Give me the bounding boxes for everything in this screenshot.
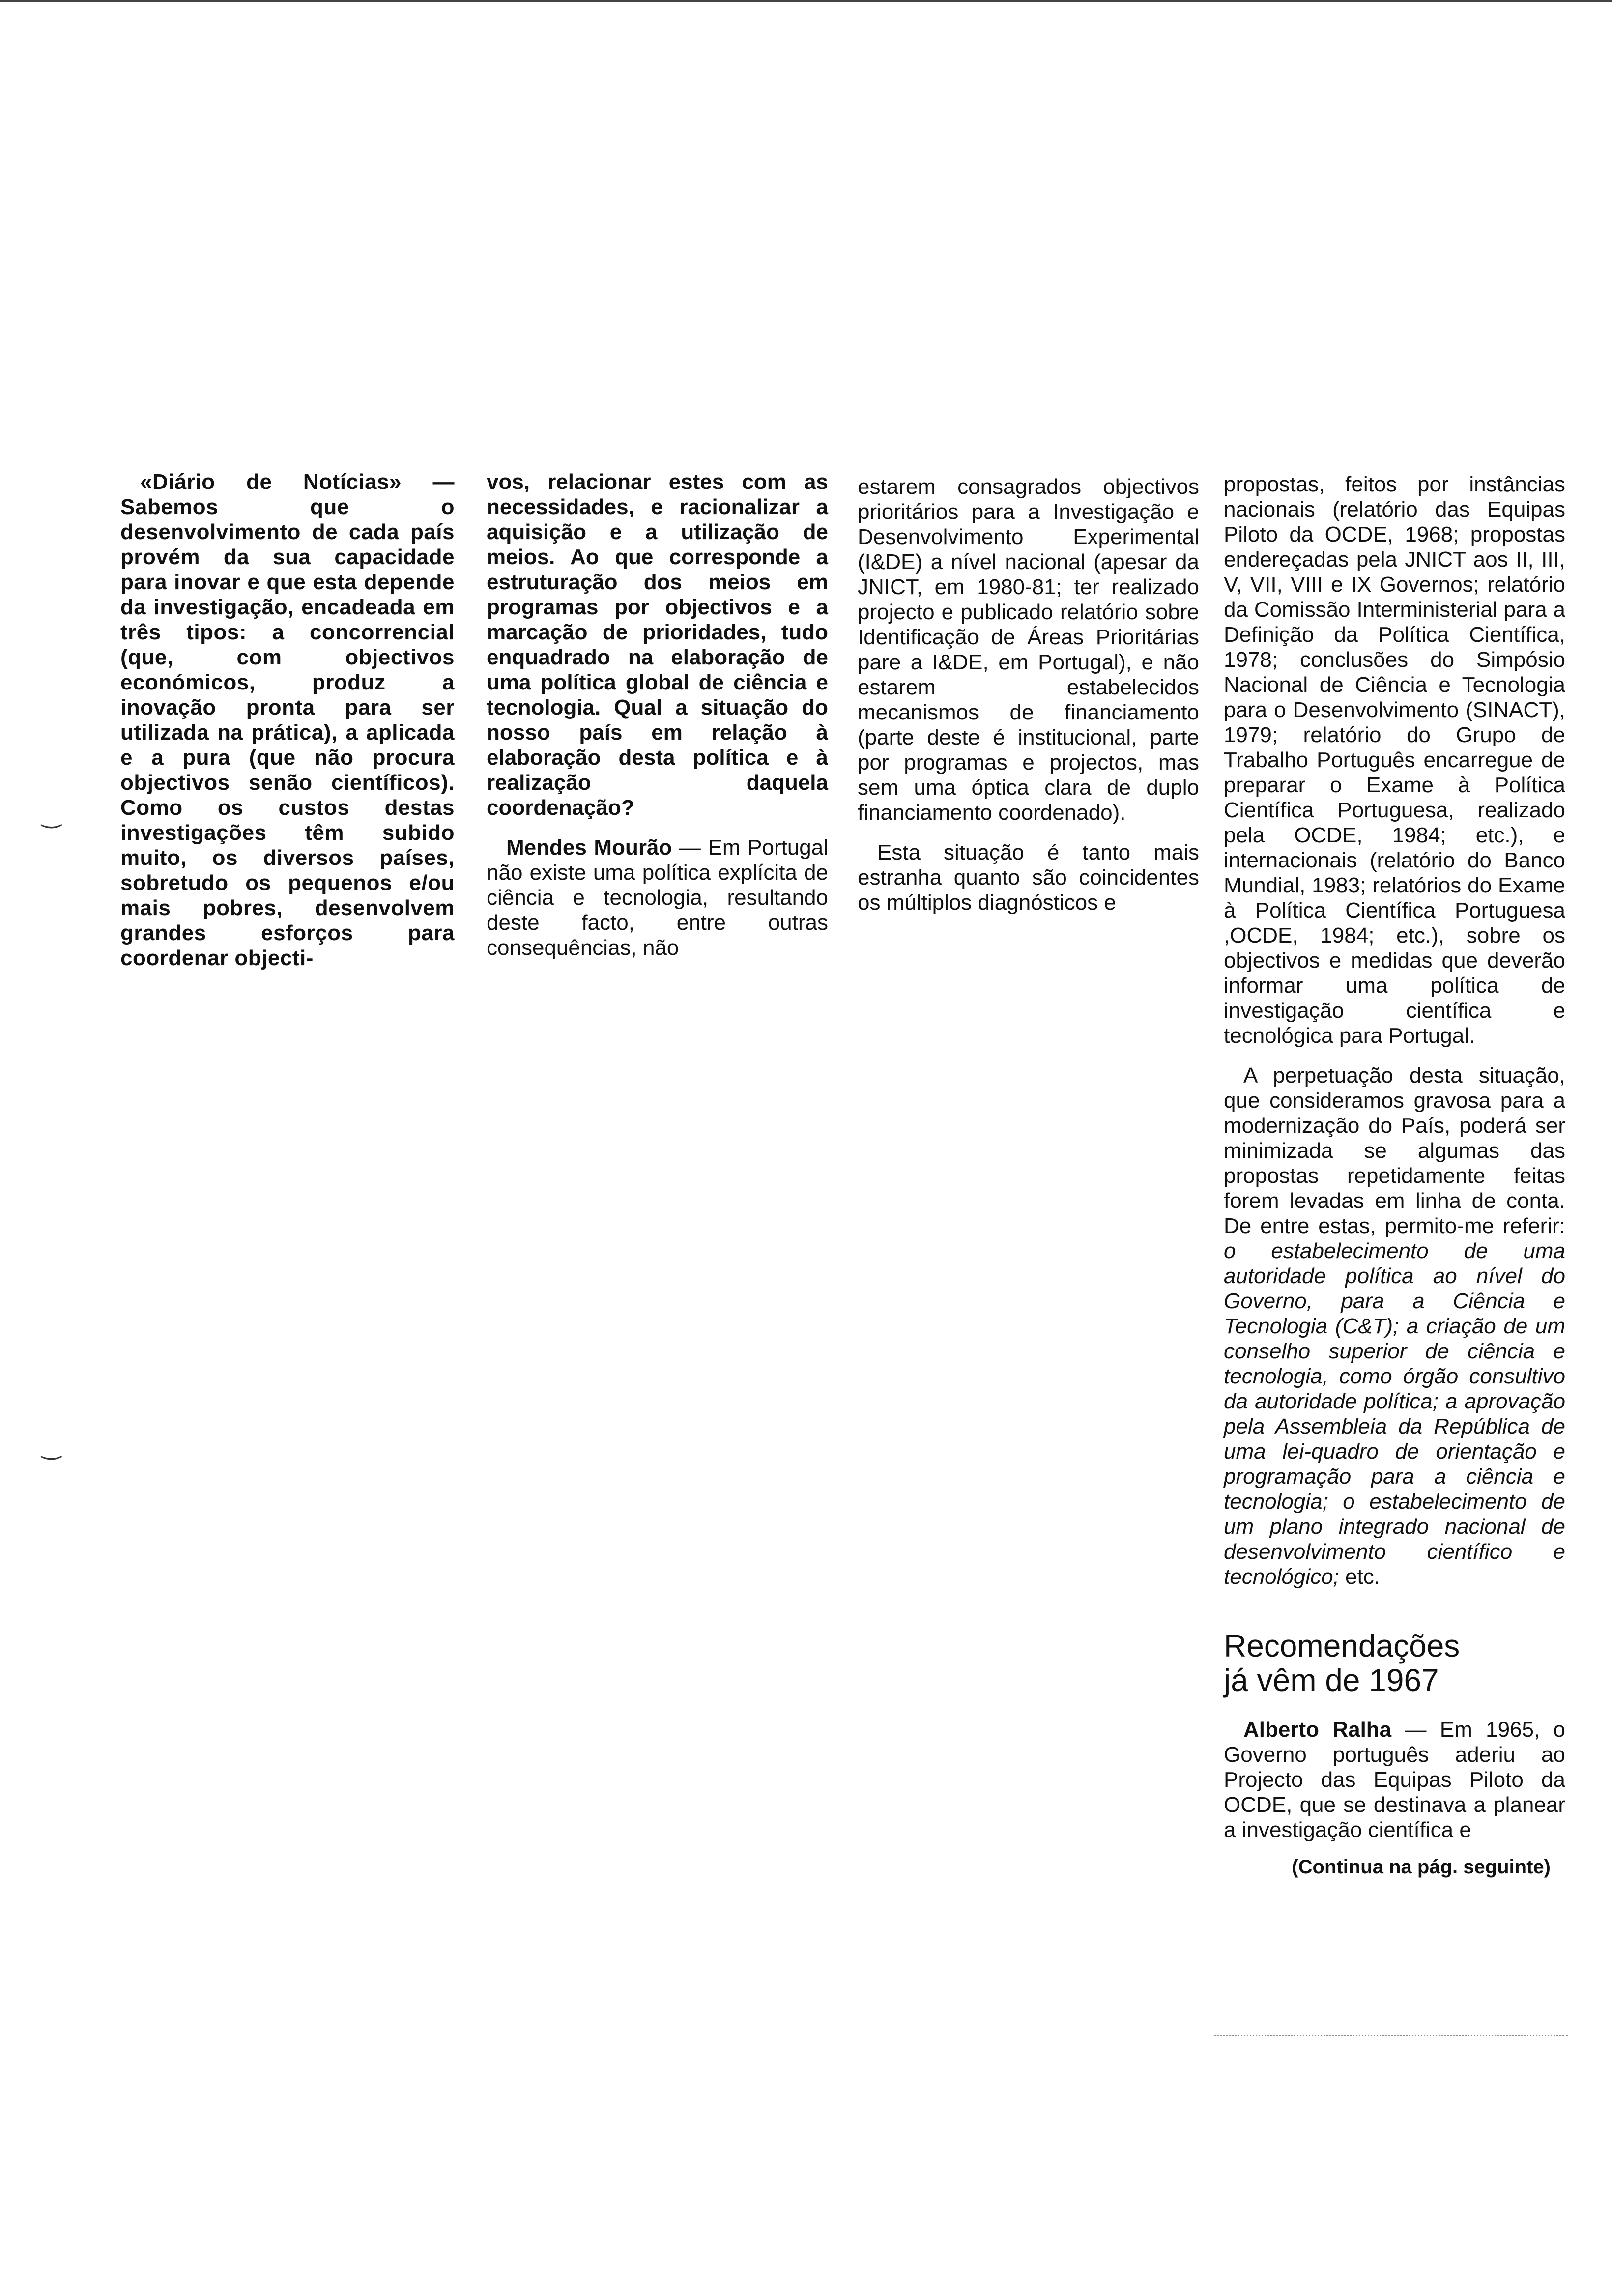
paragraph: Esta situação é tanto mais estranha quanto são coincidentes os múltiplos diagnósticos e bbox=[858, 840, 1199, 915]
column-3 bbox=[858, 474, 1199, 915]
scan-mark: ‿ bbox=[42, 802, 61, 828]
subheading-line: Recomendações bbox=[1224, 1628, 1460, 1664]
column-1 bbox=[120, 469, 455, 971]
answer-text: — Em Portugal não existe uma política explícita de ciência e tecnologia, resultando deste facto, entre outras consequências, não bbox=[487, 835, 829, 960]
question-continuation: vos, relacionar estes com as necessidades, e racionalizar a aquisição e a utilização de meios. Ao que corresponde a estruturação dos meios em programas por objectivos e a marcação de prioridades, tudo enquadrado na elaboração de uma política global de ciência e tecnologia. Qual a situação do nosso país em relação à elaboração desta política e à realização daquela coordenação? bbox=[487, 470, 828, 820]
paragraph: estarem consagrados objectivos prioritários para a Investigação e Desenvolvimento Experimental (I&DE) a nível nacional (apesar da JNICT, em 1980-81; ter realizado projecto e publicado relatório sobre Identificação de Áreas Prioritárias pare a I&DE, em Portugal), e não estarem estabelecidos mecanismos de financiamento (parte deste é institucional, parte por programas e projectos, mas sem uma óptica clara de duplo financiamento coordenado). bbox=[858, 475, 1199, 825]
column-4 bbox=[1224, 472, 1565, 1880]
top-rule bbox=[0, 0, 1612, 2]
answer-paragraph bbox=[1224, 1717, 1565, 1842]
question-text: — Sabemos que o desenvolvimento de cada país provém da sua capacidade para inovar e que esta depende da investigação, encadeada em três tipos: a concorrencial (que, com objectivos económicos, produz a inovação pronta para ser utilizada na prática), a aplicada e a pura (que não procura objectivos senão científicos). Como os custos destas investigações têm subido muito, os diversos países, sobretudo os pequenos e/ou mais pobres, desenvolvem grandes esforços para coordenar objecti- bbox=[120, 470, 455, 970]
subheading bbox=[1224, 1629, 1565, 1697]
paragraph-text: etc. bbox=[1339, 1565, 1380, 1589]
paragraph: propostas, feitos por instâncias nacionais (relatório das Equipas Piloto da OCDE, 1968; propostas endereçadas pela JNICT aos II, III, V, VII, VIII e IX Governos; relatório da Comissão Interministerial para a Definição da Política Científica, 1978; conclusões do Simpósio Nacional de Ciência e Tecnologia para o Desenvolvimento (SINACT), 1979; relatório do Grupo de Trabalho Português encarregue de preparar o Exame à Política Científica Portuguesa, realizado pela OCDE, 1984; etc.), e internacionais (relatório do Banco Mundial, 1983; relatórios do Exame à Política Científica Portuguesa ,OCDE, 1984; etc.), sobre os objectivos e medidas que deverão informar uma política de investigação científica e tecnológica para Portugal. bbox=[1224, 472, 1565, 1048]
column-2 bbox=[487, 469, 828, 960]
intro-paragraph bbox=[120, 469, 455, 971]
scan-mark: ‿ bbox=[42, 1434, 61, 1460]
speaker-name: Alberto Ralha bbox=[1243, 1718, 1392, 1742]
subheading-line: já vêm de 1967 bbox=[1224, 1663, 1439, 1698]
answer-text: — Em 1965, o Governo português aderiu ao Projecto das Equipas Piloto da OCDE, que se destinava a planear a investigação científica e bbox=[1224, 1718, 1565, 1842]
source-label: «Diário de Notícias» bbox=[140, 470, 402, 494]
dotted-rule bbox=[1214, 2035, 1568, 2036]
answer-paragraph bbox=[487, 835, 828, 960]
speaker-name: Mendes Mourão bbox=[506, 835, 672, 860]
paragraph-proposals bbox=[1224, 1063, 1565, 1589]
continued-note: (Continua na pág. seguinte) bbox=[1292, 1856, 1551, 1878]
paragraph-text: A perpetuação desta situação, que consideramos gravosa para a modernização do País, poderá ser minimizada se algumas das propostas repetidamente feitas forem levadas em linha de conta. De entre estas, permito-me referir: bbox=[1224, 1063, 1565, 1238]
proposals-italic: o estabelecimento de uma autoridade política ao nível do Governo, para a Ciência e Tecnologia (C&T); a criação de um conselho superior de ciência e tecnologia, como órgão consultivo da autoridade política; a aprovação pela Assembleia da República de uma lei-quadro de orientação e programação para a ciência e tecnologia; o estabelecimento de um plano integrado nacional de desenvolvimento científico e tecnológico; bbox=[1224, 1239, 1565, 1589]
